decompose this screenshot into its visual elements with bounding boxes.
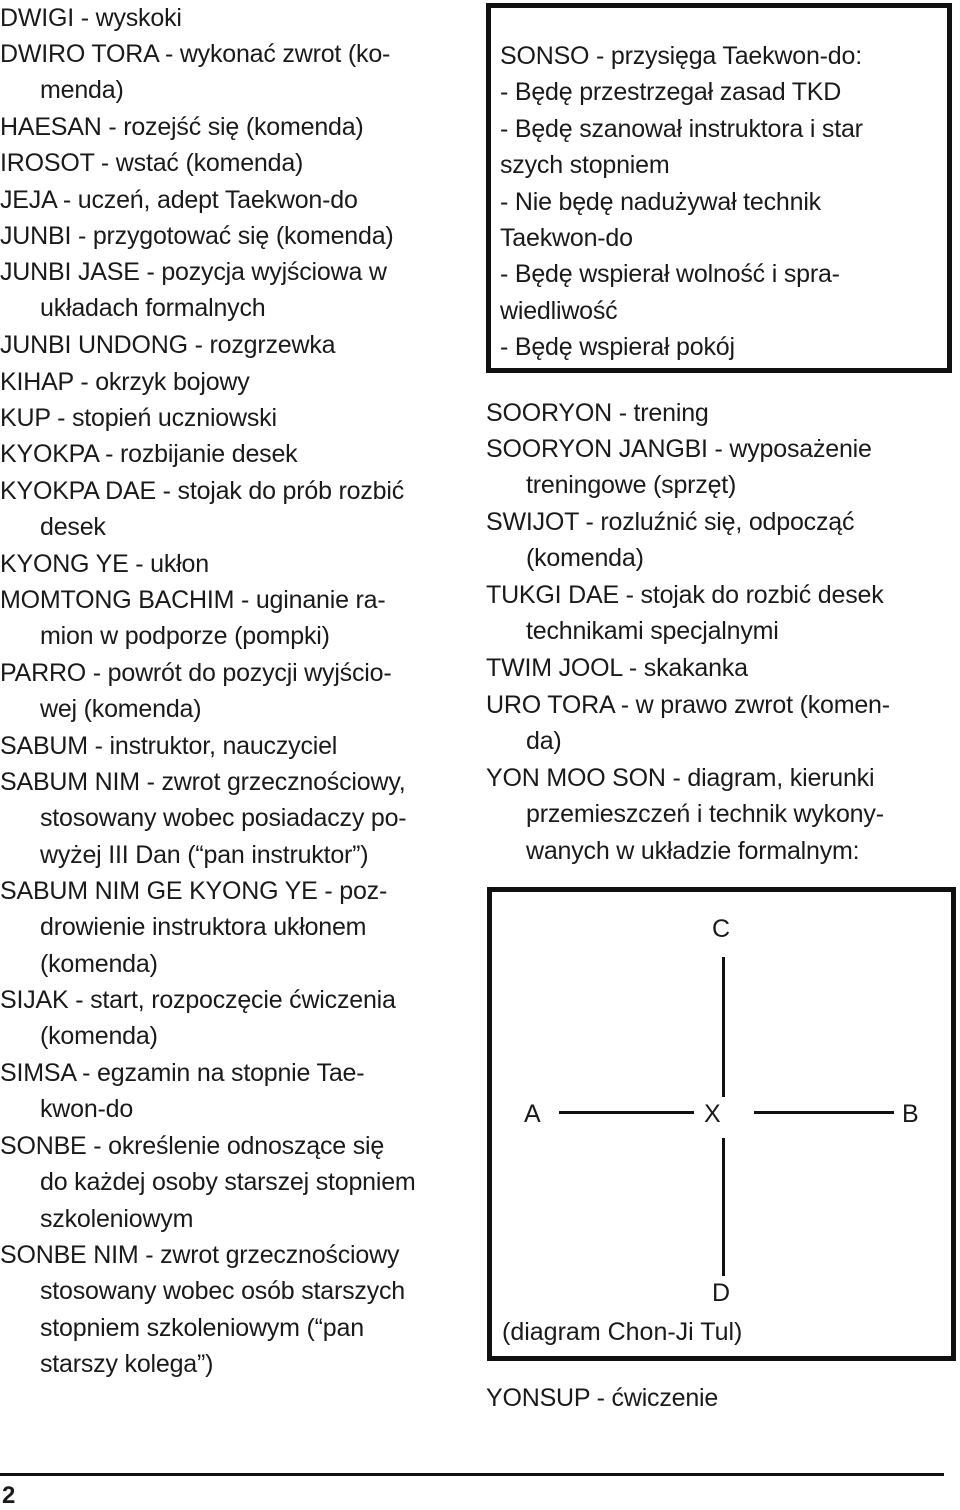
glossary-entry: TUKGI DAE - stojak do rozbić desek technikami specjalnymi: [486, 581, 884, 646]
direction-diagram: [487, 887, 956, 1361]
diagram-caption: (diagram Chon-Ji Tul): [502, 1318, 743, 1346]
glossary-entry: JEJA - uczeń, adept Taekwon-do: [0, 186, 358, 214]
glossary-entry: URO TORA - w prawo zwrot (komen- da): [486, 691, 890, 756]
diagram-label-bottom: D: [712, 1279, 731, 1307]
diagram-label-top: C: [712, 915, 731, 943]
glossary-entry: KYOKPA - rozbijanie desek: [0, 440, 298, 468]
glossary-entry: TWIM JOOL - skakanka: [486, 654, 748, 682]
page-number: 2: [2, 1482, 16, 1509]
diagram-line-up: [722, 957, 725, 1097]
oath-box: [486, 3, 952, 373]
glossary-entry: KYOKPA DAE - stojak do prób rozbić desek: [0, 477, 405, 542]
diagram-label-center: X: [704, 1100, 721, 1128]
glossary-entry: SIMSA - egzamin na stopnie Tae- kwon-do: [0, 1059, 365, 1124]
glossary-entry: SONBE NIM - zwrot grzecznościowy stosowany wobec osób starszych stopniem szkoleniowym (“pan starszy kolega”): [0, 1241, 406, 1379]
glossary-entry: DWIGI - wyskoki: [0, 4, 182, 32]
glossary-entry: JUNBI - przygotować się (komenda): [0, 222, 394, 250]
glossary-entry: SWIJOT - rozluźnić się, odpocząć (komenda): [486, 508, 855, 573]
glossary-entry: SABUM - instruktor, nauczyciel: [0, 732, 338, 760]
diagram-label-right: B: [902, 1100, 919, 1128]
diagram-line-down: [722, 1138, 725, 1276]
glossary-entry: KIHAP - okrzyk bojowy: [0, 368, 250, 396]
diagram-line-left: [559, 1111, 694, 1114]
glossary-entry: YON MOO SON - diagram, kierunki przemieszczeń i technik wykony- wanych w układzie formalnym:: [486, 764, 884, 865]
glossary-entry: DWIRO TORA - wykonać zwrot (ko- menda): [0, 40, 391, 105]
glossary-entry: SIJAK - start, rozpoczęcie ćwiczenia (komenda): [0, 986, 396, 1051]
diagram-line-right: [754, 1111, 894, 1114]
glossary-entry: YONSUP - ćwiczenie: [486, 1384, 719, 1412]
glossary-entry: IROSOT - wstać (komenda): [0, 149, 304, 177]
glossary-entry: MOMTONG BACHIM - uginanie ra- mion w podporze (pompki): [0, 586, 386, 651]
footer-rule: [0, 1473, 944, 1476]
glossary-entry: SOORYON JANGBI - wyposażenie treningowe (sprzęt): [486, 435, 872, 500]
glossary-entry: PARRO - powrót do pozycji wyjścio- wej (komenda): [0, 659, 392, 724]
diagram-label-left: A: [524, 1100, 541, 1128]
glossary-entry: KYONG YE - ukłon: [0, 550, 209, 578]
glossary-entry: KUP - stopień uczniowski: [0, 404, 277, 432]
glossary-entry: SOORYON - trening: [486, 399, 709, 427]
glossary-entry: SABUM NIM - zwrot grzecznościowy, stosowany wobec posiadaczy po- wyżej III Dan (“pan instruktor”): [0, 768, 407, 869]
glossary-entry: SABUM NIM GE KYONG YE - poz- drowienie instruktora ukłonem (komenda): [0, 877, 388, 978]
glossary-entry: JUNBI JASE - pozycja wyjściowa w układach formalnych: [0, 258, 387, 323]
oath-text: SONSO - przysięga Taekwon-do: - Będę przestrzegał zasad TKD - Będę szanował instruktora i star szych stopniem - Nie będę nadużywał technik Taekwon-do - Będę wspierał wolność i spra- wiedliwość - Będę wspierał pokój: [500, 42, 863, 362]
glossary-entry: JUNBI UNDONG - rozgrzewka: [0, 331, 336, 359]
glossary-entry: SONBE - określenie odnoszące się do każdej osoby starszej stopniem szkoleniowym: [0, 1132, 416, 1233]
glossary-entry: HAESAN - rozejść się (komenda): [0, 113, 364, 141]
